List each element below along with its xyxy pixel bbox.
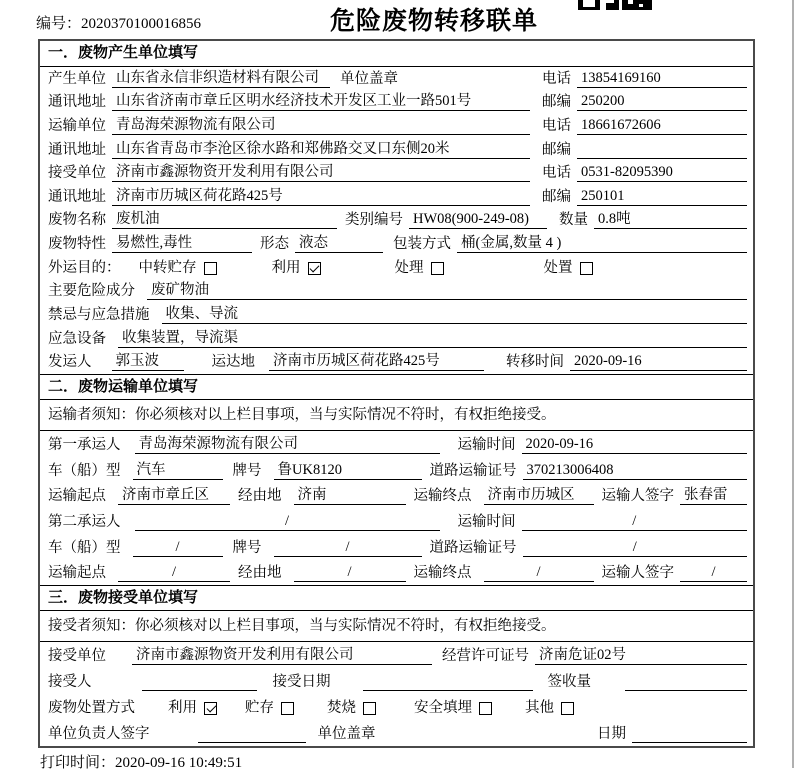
field-value: / [294,563,406,582]
form-row [40,303,753,327]
field-label: 牌号 [232,539,262,556]
checkbox-label: 贮存 [245,700,274,717]
field-value [198,742,306,743]
form-row [40,209,753,233]
field-value: / [522,512,748,531]
checkbox-label: 处理 [394,259,424,276]
field-value: 收集装置，导流渠 [118,329,747,348]
checkbox-icon [479,702,492,715]
section-producer [40,41,753,374]
field-value: / [523,538,748,557]
field-label: 单位负责人签字 [48,726,150,743]
print-time-label: 打印时间： [40,755,116,771]
form-row [40,162,753,186]
field-value: 济南市鑫源物资开发利用有限公司 [132,646,432,665]
field-label: 主要危险成分 [48,283,135,300]
checkbox-icon [431,262,444,275]
checkbox-icon [204,262,217,275]
field-label: 废物处置方式 [48,700,135,717]
form-row [40,67,753,91]
field-value: 液态 [295,234,383,253]
field-value: 青岛海荣源物流有限公司 [135,435,440,454]
field-label: 运输时间 [457,437,516,454]
form-row [40,668,753,694]
checkbox-field [327,699,376,717]
field-value: HW08(900-249-08) [409,210,547,229]
form-row [40,185,753,209]
serial-label: 编号： [36,16,82,32]
field-value: 济南市章丘区 [118,486,230,505]
field-label: 运输起点 [48,488,106,505]
field-label: 签收量 [547,674,591,691]
field-label: 发运人 [48,354,92,371]
field-label: 转移时间 [506,354,564,371]
form-row [40,720,753,746]
field-label: 电话 [542,117,571,134]
section-transporter [40,374,753,585]
note-text: 接受者须知：你必须核对以上栏目事项，当与实际情况不符时，有权拒绝接受。 [40,611,753,642]
field-value: 鲁UK8120 [274,461,422,480]
checkbox-icon [363,702,376,715]
field-label: 接受单位 [48,648,106,665]
checkbox-field [139,259,217,277]
field-value [632,742,747,743]
field-label: 废物名称 [48,212,106,229]
field-value: 18661672606 [577,116,747,135]
field-label: 日期 [597,726,626,743]
form-row [40,457,753,483]
checkbox-field [272,259,321,277]
field-value: 济南 [294,486,406,505]
field-label: 运输起点 [48,565,106,582]
field-label: 邮编 [542,188,571,205]
page-edge-line [792,0,794,768]
field-value: 汽车 [133,461,223,480]
field-label: 类别编号 [345,212,403,229]
field-value: 370213006408 [523,461,748,480]
field-label: 接受单位 [48,165,106,182]
field-value: / [118,563,230,582]
field-value [577,158,747,159]
form-row [40,642,753,668]
form-row [40,534,753,560]
form-row [40,280,753,304]
field-value: 0531-82095390 [577,163,747,182]
field-value: 济南危证02号 [535,646,747,665]
field-value: / [133,538,223,557]
checkbox-field [414,699,492,717]
field-label: 通讯地址 [48,94,106,111]
checkbox-field [395,259,444,277]
field-value: 郭玉波 [112,352,184,371]
checkbox-label: 焚烧 [327,700,356,717]
field-label: 运达地 [211,354,255,371]
field-label: 电话 [542,70,571,87]
form-row [40,508,753,534]
field-label: 车（船）型 [48,462,121,479]
field-value: 2020-09-16 [522,435,748,454]
form-row [40,351,753,375]
field-label: 运输人签字 [601,565,674,582]
field-value [142,690,257,691]
field-label: 第二承运人 [48,514,121,531]
checkbox-field [544,259,593,277]
checkbox-icon [580,262,593,275]
field-label: 包装方式 [393,236,451,253]
checkbox-label: 其他 [525,700,554,717]
field-label: 牌号 [232,462,262,479]
qr-finder-icon [578,0,600,10]
field-value: 2020-09-16 [570,352,747,371]
field-value: 废机油 [112,210,337,229]
form-row [40,232,753,256]
transfer-form-table [38,39,755,748]
form-row [40,91,753,115]
section-header: 三．废物接受单位填写 [40,585,753,611]
qr-code-fragment [578,0,654,10]
field-value: 张春雷 [680,486,747,505]
form-row [40,114,753,138]
field-label: 外运目的： [48,259,121,276]
field-label: 产生单位 [48,70,106,87]
field-value: 250200 [577,92,747,111]
note-text: 运输者须知：你必须核对以上栏目事项，当与实际情况不符时，有权拒绝接受。 [40,400,753,431]
checkbox-checked-icon [308,262,321,275]
field-value: 废矿物油 [147,281,747,300]
field-value: 山东省永信非织造材料有限公司 [112,69,330,88]
print-time-value: 2020-09-16 10:49:51 [115,755,243,771]
field-value: 13854169160 [577,69,747,88]
field-label: 邮编 [542,94,571,111]
field-label: 邮编 [542,141,571,158]
field-label: 运输单位 [48,117,106,134]
checkbox-field [245,699,294,717]
print-time [40,751,242,772]
form-row [40,483,753,509]
field-label: 电话 [542,165,571,182]
field-label: 禁忌与应急措施 [48,307,150,324]
form-row [40,694,753,720]
field-value: 桶(金属,数量 4 ) [457,234,747,253]
field-label: 车（船）型 [48,539,121,556]
field-value: 250101 [577,187,747,206]
field-value: 济南市历城区荷花路425号 [269,352,484,371]
checkbox-checked-icon [204,702,217,715]
checkbox-label: 中转贮存 [138,259,197,276]
checkbox-label: 处置 [543,259,573,276]
checkbox-field [168,699,217,717]
field-label: 运输终点 [413,565,472,582]
section-header: 一．废物产生单位填写 [40,41,753,67]
field-label: 第一承运人 [48,437,121,454]
checkbox-label: 利用 [168,700,197,717]
form-row [40,138,753,162]
checkbox-label: 利用 [271,259,301,276]
field-value: 收集、导流 [162,305,748,324]
field-label: 通讯地址 [48,188,106,205]
form-row [40,431,753,457]
field-label: 运输终点 [413,488,472,505]
field-label: 废物特性 [48,236,106,253]
field-label: 经由地 [238,488,282,505]
form-row [40,256,753,280]
form-row [40,327,753,351]
checkbox-label: 安全填埋 [414,700,472,717]
checkbox-icon [281,702,294,715]
field-value [363,690,533,691]
field-label: 通讯地址 [48,141,106,158]
field-label: 经营许可证号 [442,648,529,665]
field-value: 济南市鑫源物资开发利用有限公司 [112,163,530,182]
field-label: 单位盖章 [340,70,398,87]
field-label: 运输时间 [457,514,516,531]
checkbox-icon [561,702,574,715]
field-value: 易燃性,毒性 [112,234,252,253]
field-label: 运输人签字 [601,488,674,505]
field-value: 0.8吨 [594,210,747,229]
checkbox-field [525,699,574,717]
field-label: 数量 [559,212,588,229]
field-label: 接受人 [48,674,92,691]
field-value: / [135,512,440,531]
field-value: 山东省济南市章丘区明水经济技术开发区工业一路501号 [112,92,530,111]
section-header: 二．废物运输单位填写 [40,374,753,400]
field-value: / [484,563,594,582]
field-label: 道路运输证号 [429,539,517,556]
field-label: 经由地 [238,565,282,582]
field-label: 接受日期 [272,674,331,691]
field-value: 济南市历城区荷花路425号 [112,187,530,206]
field-value: 济南市历城区 [484,486,594,505]
page-title: 危险废物转移联单 [330,8,539,35]
field-value: 青岛海荣源物流有限公司 [112,116,530,135]
section-receiver [40,585,753,746]
field-label: 单位盖章 [317,726,376,743]
field-value: / [274,538,422,557]
field-label: 形态 [260,236,289,253]
field-value [625,690,747,691]
form-row [40,560,753,586]
field-label: 道路运输证号 [429,462,517,479]
field-value: / [680,563,747,582]
serial-value: 2020370100016856 [81,16,202,32]
serial-number [36,12,201,33]
field-label: 应急设备 [48,330,106,347]
field-value: 山东省青岛市李沧区徐水路和郑佛路交叉口东侧20米 [112,140,530,159]
